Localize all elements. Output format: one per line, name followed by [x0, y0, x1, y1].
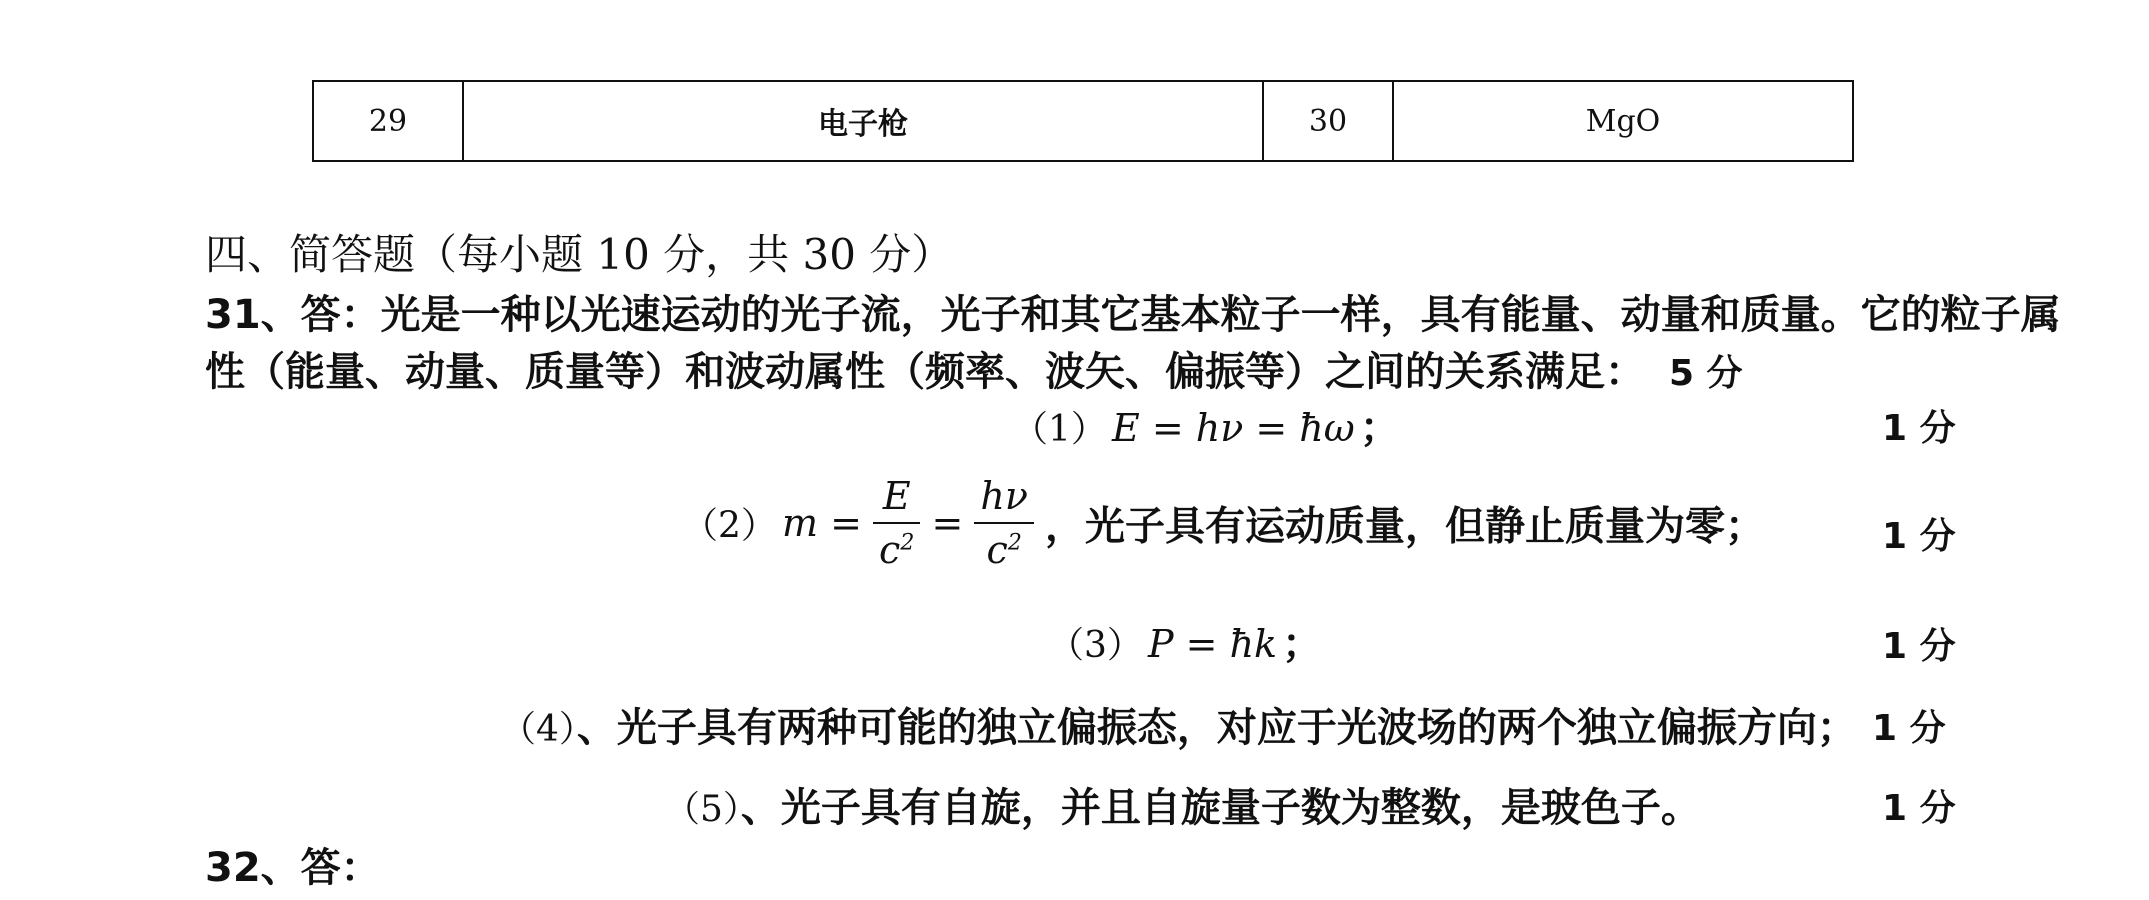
item-5-tail: 、光子具有自旋，并且自旋量子数为整数，是玻色子。 — [740, 785, 1701, 831]
item-4-index: （4） — [500, 709, 577, 750]
item-2-eq: = — [931, 501, 964, 545]
item-4-score: 1 分 — [1872, 708, 1946, 749]
q31-text-line1: 光是一种以光速运动的光子流，光子和其它基本粒子一样，具有能量、动量和质量。它的粒子属 — [380, 292, 2061, 338]
item-2-index: （2） — [682, 505, 777, 547]
item-2-m: m = — [782, 501, 862, 545]
item-2 — [682, 474, 1765, 572]
item-2-score: 1 分 — [1882, 516, 1956, 557]
table-cell-answer: MgO — [1393, 81, 1853, 161]
item-5 — [664, 776, 1701, 833]
item-3 — [1048, 612, 1322, 669]
item-1-score: 1 分 — [1882, 408, 1956, 449]
table-cell-number: 30 — [1263, 81, 1393, 161]
q31-line2-score: 5 分 — [1668, 353, 1743, 394]
answer-table — [312, 80, 1854, 162]
section-heading: 四、简答题（每小题 10 分，共 30 分） — [205, 230, 954, 279]
table-cell-number: 29 — [313, 81, 463, 161]
item-3-formula: P = ħk — [1148, 622, 1278, 666]
item-1-tail: ； — [1359, 405, 1400, 451]
item-1-index: （1） — [1012, 409, 1107, 450]
fraction-1-numerator: E — [873, 474, 920, 524]
q31-line1 — [205, 283, 2061, 340]
fraction-1 — [873, 474, 920, 572]
fraction-2-denominator: $c^2$ — [986, 528, 1022, 572]
item-3-score: 1 分 — [1882, 626, 1956, 667]
fraction-1-denominator: $c^2$ — [879, 528, 915, 572]
item-4-tail: 、光子具有两种可能的独立偏振态，对应于光波场的两个独立偏振方向； — [576, 705, 1857, 751]
item-3-index: （3） — [1048, 625, 1143, 666]
item-3-tail: ； — [1282, 621, 1323, 667]
q31-text-line2: 性（能量、动量、质量等）和波动属性（频率、波矢、偏振等）之间的关系满足： — [205, 349, 1645, 395]
item-1 — [1012, 396, 1400, 453]
item-5-index: （5） — [664, 789, 741, 830]
q31-line2 — [205, 340, 1743, 397]
item-1-formula: E = hν = ħω — [1112, 406, 1355, 450]
fraction-2-numerator: hν — [974, 474, 1034, 524]
item-5-score: 1 分 — [1882, 788, 1956, 829]
q32-label: 32、答： — [205, 845, 381, 891]
fraction-2 — [974, 474, 1034, 572]
table-cell-answer: 电子枪 — [463, 81, 1263, 161]
q31-label: 31、答： — [205, 292, 381, 338]
item-2-tail: ，光子具有运动质量，但静止质量为零； — [1045, 503, 1766, 550]
item-4 — [500, 696, 1857, 753]
table-row — [313, 81, 1853, 161]
